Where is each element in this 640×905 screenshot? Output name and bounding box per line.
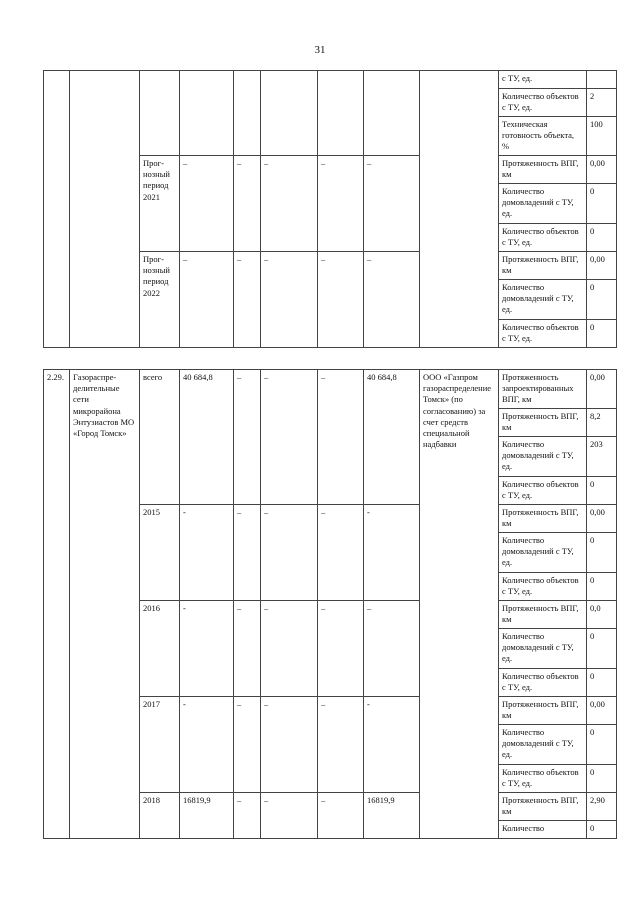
- indicator-cell: Количество домовладений с ТУ, ед.: [499, 532, 587, 572]
- table-row: [44, 370, 617, 409]
- amount-cell: –: [261, 252, 318, 348]
- indicator-cell: Количество домовладений с ТУ, ед.: [499, 436, 587, 476]
- indicator-cell: Протяженность ВПГ, км: [499, 696, 587, 724]
- amount-cell: –: [261, 370, 318, 505]
- continuation-table: [43, 70, 617, 348]
- value-cell: 0,00: [587, 370, 617, 409]
- indicator-cell: Количество: [499, 820, 587, 838]
- indicator-cell: Количество домовладений с ТУ, ед.: [499, 724, 587, 764]
- amount-cell: –: [234, 252, 261, 348]
- amount-cell: -: [180, 504, 234, 600]
- value-cell: 0: [587, 184, 617, 224]
- amount-cell: –: [234, 504, 261, 600]
- indicator-cell: Протяженность ВПГ, км: [499, 504, 587, 532]
- executor-cell: [420, 71, 499, 348]
- item-number: 2.29.: [44, 370, 70, 839]
- amount-cell: 16819,9: [180, 792, 234, 838]
- indicator-cell: Протяженность запроектированных ВПГ, км: [499, 370, 587, 409]
- value-cell: 0: [587, 764, 617, 792]
- amount-cell: –: [234, 156, 261, 252]
- indicator-cell: Количество домовладений с ТУ, ед.: [499, 280, 587, 320]
- indicator-cell: Количество объектов с ТУ, ед.: [499, 668, 587, 696]
- indicator-cell: Количество объектов с ТУ, ед.: [499, 224, 587, 252]
- amount-cell: –: [318, 252, 364, 348]
- amount-cell: –: [261, 792, 318, 838]
- value-cell: 0: [587, 320, 617, 348]
- value-cell: 0: [587, 224, 617, 252]
- amount-cell: –: [261, 504, 318, 600]
- amount-cell: –: [318, 370, 364, 505]
- amount-cell: –: [364, 252, 420, 348]
- value-cell: 0: [587, 724, 617, 764]
- value-cell: 8,2: [587, 408, 617, 436]
- value-cell: 0: [587, 532, 617, 572]
- indicator-cell: Количество объектов с ТУ, ед.: [499, 320, 587, 348]
- indicator-cell: Протяженность ВПГ, км: [499, 600, 587, 628]
- amount-cell: –: [318, 696, 364, 792]
- amount-cell: -: [180, 696, 234, 792]
- amount-cell: –: [364, 600, 420, 696]
- indicator-cell: с ТУ, ед.: [499, 71, 587, 89]
- value-cell: 2: [587, 89, 617, 117]
- value-cell: 0: [587, 572, 617, 600]
- period-cell: всего: [140, 370, 180, 505]
- amount-cell: –: [234, 600, 261, 696]
- value-cell: 0,0: [587, 600, 617, 628]
- amount-cell: –: [318, 504, 364, 600]
- amount-cell: 40 684,8: [180, 370, 234, 505]
- period-cell: 2018: [140, 792, 180, 838]
- value-cell: 0: [587, 476, 617, 504]
- amount-cell: –: [318, 600, 364, 696]
- period-cell: 2016: [140, 600, 180, 696]
- period-cell: Прог-нозный период 2021: [140, 156, 180, 252]
- amount-cell: –: [261, 696, 318, 792]
- indicator-cell: Протяженность ВПГ, км: [499, 408, 587, 436]
- value-cell: 0,00: [587, 504, 617, 532]
- amount-cell: –: [364, 156, 420, 252]
- indicator-cell: Протяженность ВПГ, км: [499, 792, 587, 820]
- num-cell: [44, 71, 70, 348]
- amount-cell: –: [180, 252, 234, 348]
- period-cell: 2017: [140, 696, 180, 792]
- value-cell: 0,00: [587, 156, 617, 184]
- period-cell: Прог-нозный период 2022: [140, 252, 180, 348]
- amount-cell: -: [364, 504, 420, 600]
- indicator-cell: Количество домовладений с ТУ, ед.: [499, 628, 587, 668]
- value-cell: 100: [587, 117, 617, 156]
- item-name: Газораспре-делительные сети микрорайона Энтузиастов МО «Город Томск»: [70, 370, 140, 839]
- amount-cell: –: [234, 370, 261, 505]
- amount-cell: –: [234, 696, 261, 792]
- amount-cell: –: [261, 156, 318, 252]
- amount-cell: –: [318, 156, 364, 252]
- indicator-cell: Количество объектов с ТУ, ед.: [499, 572, 587, 600]
- indicator-cell: Количество домовладений с ТУ, ед.: [499, 184, 587, 224]
- amount-cell: -: [180, 600, 234, 696]
- executor-cell: ООО «Газпром газораспределение Томск» (по согласованию) за счет средств специальной надбавки: [420, 370, 499, 839]
- indicator-cell: Протяженность ВПГ, км: [499, 156, 587, 184]
- indicator-cell: Протяженность ВПГ, км: [499, 252, 587, 280]
- amount-cell: -: [364, 696, 420, 792]
- value-cell: 203: [587, 436, 617, 476]
- value-cell: 0: [587, 820, 617, 838]
- item-2-29-table: [43, 369, 617, 839]
- value-cell: 0: [587, 628, 617, 668]
- amount-cell: 40 684,8: [364, 370, 420, 505]
- page-number: 31: [314, 44, 326, 56]
- amount-cell: –: [318, 792, 364, 838]
- name-cell: [70, 71, 140, 348]
- value-cell: 0: [587, 668, 617, 696]
- value-cell: 0,00: [587, 696, 617, 724]
- table-row: [44, 71, 617, 89]
- value-cell: 0: [587, 280, 617, 320]
- period-cell: 2015: [140, 504, 180, 600]
- value-cell: 0,00: [587, 252, 617, 280]
- value-cell: [587, 71, 617, 89]
- indicator-cell: Количество объектов с ТУ, ед.: [499, 89, 587, 117]
- value-cell: 2,90: [587, 792, 617, 820]
- amount-cell: –: [180, 156, 234, 252]
- indicator-cell: Количество объектов с ТУ, ед.: [499, 476, 587, 504]
- amount-cell: –: [261, 600, 318, 696]
- indicator-cell: Количество объектов с ТУ, ед.: [499, 764, 587, 792]
- amount-cell: 16819,9: [364, 792, 420, 838]
- indicator-cell: Техническая готовность объекта, %: [499, 117, 587, 156]
- amount-cell: –: [234, 792, 261, 838]
- period-cell: [140, 71, 180, 156]
